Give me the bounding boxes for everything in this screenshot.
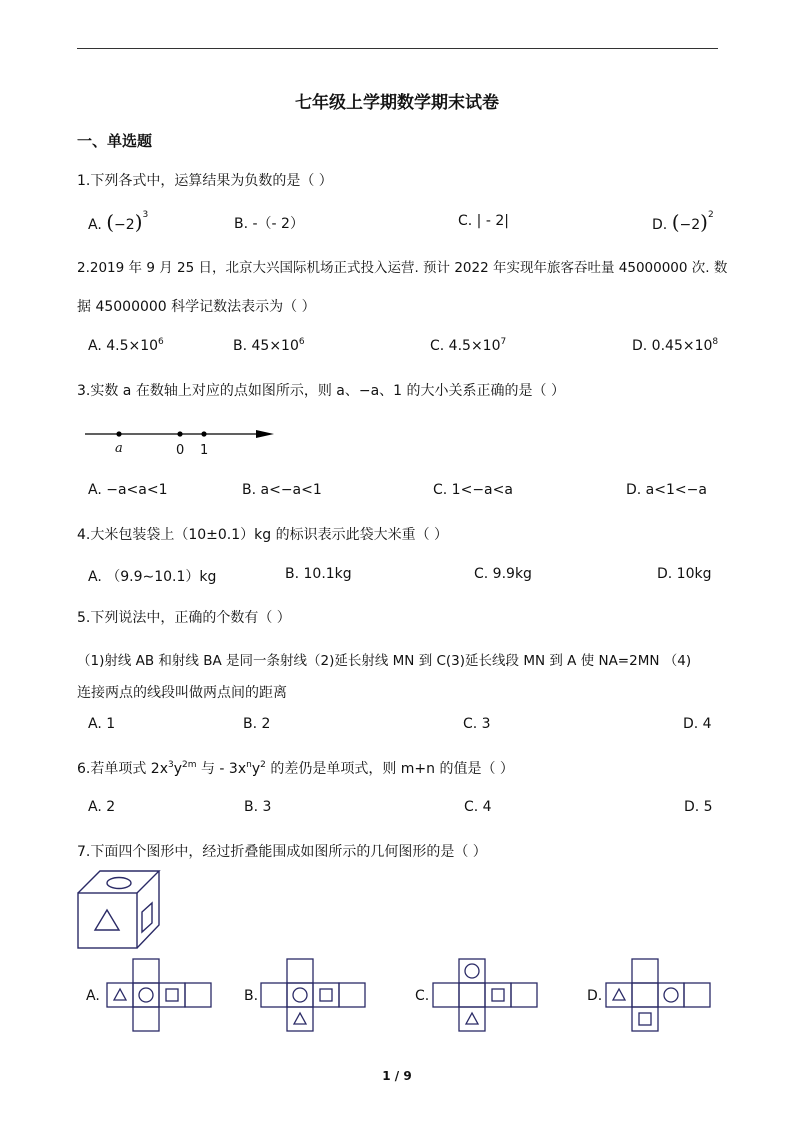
q5-option-a: A. 1 xyxy=(88,716,116,732)
circle-icon xyxy=(139,988,153,1002)
q6-stem: 6.若单项式 $2x^3y^{2m}$ 与 - $3x^ny^2$ 的差仍是单项式，则 m+n 的值是（ ） xyxy=(77,760,514,777)
q3-stem: 3.实数 a 在数轴上对应的点如图所示，则 a、−a、1 的大小关系正确的是（ ） xyxy=(77,383,565,399)
q7-stem: 7.下面四个图形中，经过折叠能围成如图所示的几何图形的是（ ） xyxy=(77,844,487,860)
q1-option-a: A. $(-2)^3$ xyxy=(88,210,149,234)
triangle-icon xyxy=(114,989,126,1000)
q1-option-c: C. | - 2| xyxy=(458,213,509,229)
q3-option-b: B. a<−a<1 xyxy=(242,482,322,498)
circle-icon xyxy=(465,964,479,978)
q3-option-c: C. 1<−a<a xyxy=(433,482,513,498)
q7-option-a-label: A. xyxy=(86,988,100,1004)
square-icon xyxy=(320,989,332,1001)
q5-option-d: D. 4 xyxy=(683,716,712,732)
q4-option-c: C. 9.9kg xyxy=(474,566,532,582)
triangle-icon xyxy=(613,989,625,1000)
q6-option-c: C. 4 xyxy=(464,799,492,815)
q5-stem: 5.下列说法中，正确的个数有（ ） xyxy=(77,610,291,626)
square-icon xyxy=(639,1013,651,1025)
q4-option-a: A. （9.9∼10.1）kg xyxy=(88,569,217,585)
net-c xyxy=(433,959,537,1031)
q1-option-d: D. $(-2)^2$ xyxy=(652,210,714,234)
page-number: 1 / 9 xyxy=(382,1069,412,1083)
axis-label-a: a xyxy=(115,441,123,456)
triangle-icon xyxy=(294,1013,306,1024)
circle-icon xyxy=(293,988,307,1002)
axis-label-1: 1 xyxy=(200,443,209,458)
q4-option-b: B. 10.1kg xyxy=(285,566,352,582)
axis-label-0: 0 xyxy=(176,443,185,458)
square-icon xyxy=(492,989,504,1001)
q7-option-c-label: C. xyxy=(415,988,430,1004)
q2-option-c: C. $4.5\times 10^7$ xyxy=(430,337,507,354)
triangle-icon xyxy=(466,1013,478,1024)
q1-stem: 1.下列各式中，运算结果为负数的是（ ） xyxy=(77,173,333,189)
q5-option-c: C. 3 xyxy=(463,716,491,732)
q6-option-d: D. 5 xyxy=(684,799,713,815)
net-b xyxy=(261,959,365,1031)
q2-option-b: B. $45\times 10^6$ xyxy=(233,337,305,354)
q4-option-d: D. 10kg xyxy=(657,566,712,582)
q3-option-d: D. a<1<−a xyxy=(626,482,707,498)
q3-option-a: A. −a<a<1 xyxy=(88,482,168,498)
q7-option-d-label: D. xyxy=(587,988,603,1004)
page-title: 七年级上学期数学期末试卷 xyxy=(295,93,499,113)
q2-stem-line1: 2.2019 年 9 月 25 日，北京大兴国际机场正式投入运营. 预计 2022 年实现年旅客吞吐量 45000000 次. 数 xyxy=(77,260,728,276)
q6-option-b: B. 3 xyxy=(244,799,272,815)
q2-stem-line2: 据 45000000 科学记数法表示为（ ） xyxy=(77,299,316,315)
square-icon xyxy=(166,989,178,1001)
q2-option-a: A. $4.5\times 10^6$ xyxy=(88,337,164,354)
q7-option-b-label: B. xyxy=(244,988,259,1004)
net-a xyxy=(107,959,211,1031)
circle-icon xyxy=(664,988,678,1002)
q1-option-b: B. -（- 2） xyxy=(234,216,304,232)
q4-stem: 4.大米包装袋上（10±0.1）kg 的标识表示此袋大米重（ ） xyxy=(77,527,449,543)
q2-option-d: D. $0.45\times 10^8$ xyxy=(632,337,719,354)
net-d xyxy=(606,959,710,1031)
q5-option-b: B. 2 xyxy=(243,716,271,732)
q5-statements-line2: 连接两点的线段叫做两点间的距离 xyxy=(77,685,287,701)
q5-statements-line1: （1)射线 AB 和射线 BA 是同一条射线（2)延长射线 MN 到 C(3)延长线段 MN 到 A 使 NA=2MN （4) xyxy=(77,653,692,669)
q6-option-a: A. 2 xyxy=(88,799,116,815)
section-heading: 一、单选题 xyxy=(77,132,153,150)
